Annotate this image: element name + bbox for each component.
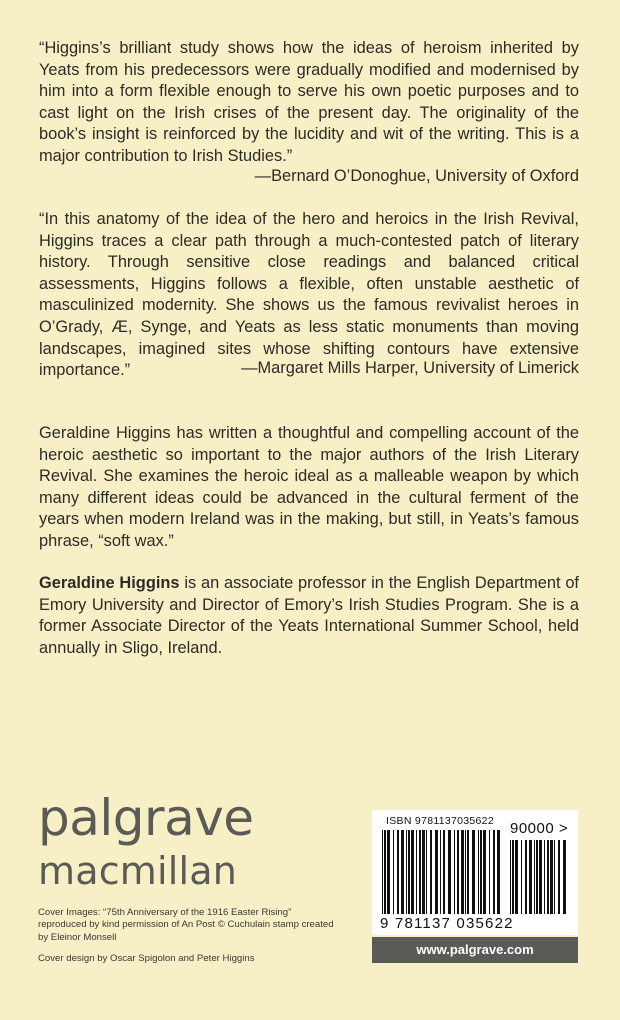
book-description: Geraldine Higgins has written a thoughtful and compelling account of the heroic aesthetic so important to the major authors of the Irish Literary Revival. She examines the heroic ideal as a malleable weapon by which many different ideas could be advanced in the cultural ferment of the years when modern Ireland was in the making, but still, in Yeats’s famous phrase, “soft wax.”: [39, 424, 579, 550]
barcode-bar: [382, 830, 383, 914]
isbn-label: ISBN 9781137035622: [386, 815, 494, 827]
cover-images-credit: Cover Images: “75th Anniversary of the 1916 Easter Rising” reproduced by kind permission of An Post © Cuchulain stamp created by Eleinor Monsell: [38, 907, 334, 943]
review-quote-2: “In this anatomy of the idea of the hero and heroics in the Irish Revival, Higgins traces a clear path through a much-contested patch of literary history. Through sensitive close readings and balanced critical assessments, Higgins follows a flexible, often unstable aesthetic of masculinized modernity. She shows us the famous revivalist heroes in O’Grady, Æ, Synge, and Yeats as less static monuments than moving landscapes, imagined sites whose shifting contours have extensive importance.”: [39, 210, 579, 380]
publisher-logo-palgrave: palgrave: [38, 789, 254, 847]
barcode-bar: [393, 830, 394, 914]
barcode-bar: [539, 840, 542, 914]
barcode-bar: [536, 840, 538, 914]
barcode-bar: [443, 830, 445, 914]
barcode-bar: [440, 830, 441, 914]
barcode-bar: [416, 830, 417, 914]
barcode-bar: [525, 840, 527, 914]
barcode-bar: [554, 840, 555, 914]
review-quote-1: “Higgins’s brilliant study shows how the ideas of heroism inherited by Yeats from his predecessors were gradually modified and modernised by him into a form flexible enough to serve his own poetic purposes and to cast light on the Irish crises of the present day. The originality of the book’s insight is reinforced by the lucidity and wit of the writing. This is a major contribution to Irish Studies.”: [39, 39, 579, 165]
barcode-bar: [457, 830, 459, 914]
barcode-bar: [411, 830, 414, 914]
barcode-bar: [435, 830, 438, 914]
barcode-bar: [544, 840, 545, 914]
barcode-bar: [408, 830, 410, 914]
barcode-addon-number: 90000 >: [510, 820, 569, 837]
barcode-bar: [430, 830, 432, 914]
barcode-bar: [406, 830, 407, 914]
barcode-bar: [478, 830, 479, 914]
review-attribution-1: —Bernard O’Donoghue, University of Oxford: [254, 167, 579, 185]
barcode-bar: [534, 840, 535, 914]
review-attribution-2: —Margaret Mills Harper, University of Limerick: [241, 359, 579, 377]
barcode-bar: [448, 830, 451, 914]
author-name: Geraldine Higgins: [39, 574, 180, 592]
author-bio: [39, 573, 579, 659]
barcode-bar: [563, 840, 566, 914]
barcode-bar: [397, 830, 399, 914]
barcode-bar: [401, 830, 404, 914]
barcode-bar: [467, 830, 469, 914]
barcode-bar: [461, 830, 464, 914]
barcode-bar: [529, 840, 532, 914]
publisher-logo-macmillan: macmillan: [38, 849, 238, 893]
barcode-bar: [510, 840, 511, 914]
barcode-bar: [547, 840, 549, 914]
barcode-bar: [558, 840, 560, 914]
barcode-bar: [472, 830, 475, 914]
publisher-url: www.palgrave.com: [372, 937, 578, 963]
barcode-bar: [419, 830, 421, 914]
barcode-bar: [483, 830, 486, 914]
barcode-bar: [480, 830, 482, 914]
cover-design-credit: Cover design by Oscar Spigolon and Peter Higgins: [38, 953, 255, 964]
barcode-digits: 9 781137 035622: [380, 915, 514, 932]
barcode-bar: [422, 830, 425, 914]
barcode-bar: [521, 840, 522, 914]
barcode-bar: [497, 830, 500, 914]
barcode-bar: [465, 830, 466, 914]
barcode-bar: [550, 840, 553, 914]
barcode-bar: [387, 830, 390, 914]
barcode-bar: [384, 830, 386, 914]
barcode-bar: [489, 830, 490, 914]
barcode-bar: [454, 830, 455, 914]
barcode-bar: [426, 830, 427, 914]
barcode-bar: [515, 840, 518, 914]
barcode-bar: [512, 840, 514, 914]
author-bio-text: is an associate professor in the English Department of Emory University and Director of Emory’s Irish Studies Program. She is a former Associate Director of the Yeats International Summer School, held annually in Sligo, Ireland.: [39, 574, 579, 657]
barcode-bar: [493, 830, 495, 914]
